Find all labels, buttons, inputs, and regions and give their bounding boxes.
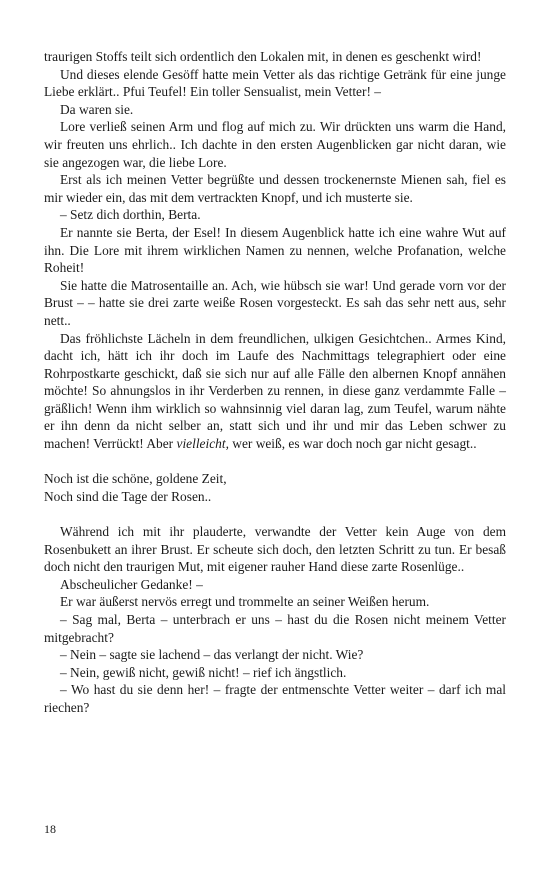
paragraph: Abscheulicher Gedanke! –: [60, 576, 203, 592]
paragraph: Erst als ich meinen Vetter begrüßte und dessen trockenernste Mienen sah, fiel es mir wieder ein, das mit dem vertrackten Knopf, und ich musterte sie.: [44, 172, 506, 205]
paragraph: Lore verließ seinen Arm und flog auf mich zu. Wir drückten uns warm die Hand, wir freuten uns ehrlich.. Ich dachte in den ersten Augenblicken gar nicht daran, wie sie angezogen war, die liebe Lore.: [44, 119, 506, 170]
paragraph: Da waren sie.: [60, 101, 134, 117]
paragraph: Sie hatte die Matrosentaille an. Ach, wie hübsch sie war! Und gerade vorn vor der Brust – – hatte sie drei zarte weiße Rosen vorgesteckt. Es sah das sehr nett aus, sehr nett..: [44, 277, 506, 328]
paragraph: Während ich mit ihr plauderte, verwandte der Vetter kein Auge von dem Rosenbukett an ihrer Brust. Er scheute sich doch, den letzten Schritt zu tun. Er besaß doch nicht den traurigen Mut, mit eigener rauher Hand diese zarte Rosenlüge..: [44, 524, 506, 575]
paragraph: – Nein, gewiß nicht, gewiß nicht! – rief ich ängstlich.: [60, 664, 347, 680]
paragraph: – Nein – sagte sie lachend – das verlangt der nicht. Wie?: [60, 647, 364, 663]
paragraph: Er war äußerst nervös erregt und trommelte an seiner Weißen herum.: [60, 594, 430, 610]
stanza-gap: [44, 453, 506, 471]
paragraph-tail: wer weiß, es war doch noch gar nicht gesagt..: [228, 436, 477, 452]
paragraph: Er nannte sie Berta, der Esel! In diesem Augenblick hatte ich eine wahre Wut auf ihn. Die Lore mit ihrem wirklichen Namen zu nennen, welche Profanation, welche Roheit!: [44, 224, 506, 276]
paragraph: Und dieses elende Gesöff hatte mein Vetter als das richtige Getränk für eine junge Liebe erklärt.. Pfui Teufel! Ein toller Sensualist, mein Vetter! –: [44, 66, 506, 100]
page-number: 18: [44, 822, 56, 836]
italic-word: vielleicht,: [176, 436, 229, 452]
verse-line: Noch ist die schöne, goldene Zeit,: [44, 471, 227, 487]
paragraph-with-italic: [44, 330, 506, 453]
paragraph-text: Das fröhlichste Lächeln in dem freundlichen, ulkigen Gesichtchen.. Armes Kind, dacht ich, hätt ich ihr doch im Laufe des Nachmittags telegraphiert oder eine Rohrpostkarte geschickt, daß sie sich nur auf alle Fälle den albernen Knopf annähen möchte! So ahnungslos in ihr Verderben zu rennen, in diese ganz verdammte Falle – gräßlich! Wenn ihm wirklich so wahnsinnig viel daran lag, zum Teufel, warum nähte er ihn denn da nicht selber an, statt sich und ihr und mir das Leben schwer zu machen! Verrückt! Aber: [44, 330, 506, 452]
paragraph: – Wo hast du sie denn her! – fragte der entmenschte Vetter weiter – darf ich mal riechen?: [44, 682, 506, 715]
stanza-gap: [44, 505, 506, 523]
paragraph: – Sag mal, Berta – unterbrach er uns – hast du die Rosen nicht meinem Vetter mitgebracht?: [44, 612, 506, 645]
book-page-text: [44, 48, 506, 717]
verse-line: Noch sind die Tage der Rosen..: [44, 488, 212, 504]
paragraph: – Setz dich dorthin, Berta.: [60, 207, 201, 223]
paragraph: traurigen Stoffs teilt sich ordentlich den Lokalen mit, in denen es geschenkt wird!: [44, 49, 482, 64]
